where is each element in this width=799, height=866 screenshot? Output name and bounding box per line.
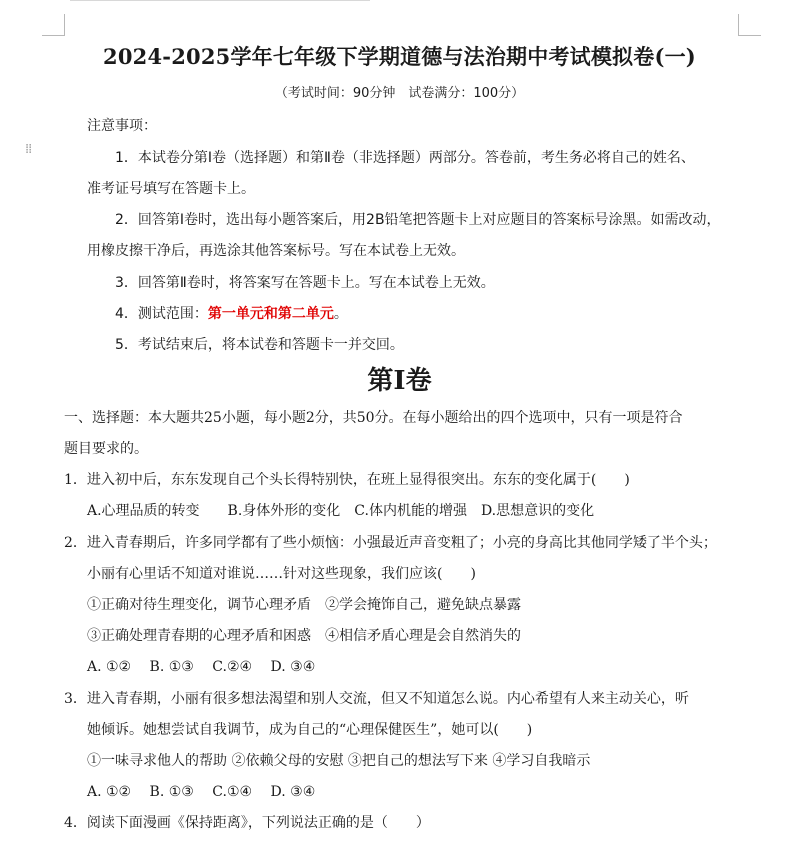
q2-statements-2: ③正确处理青春期的心理矛盾和困惑 ④相信矛盾心理是会自然消失的 <box>87 628 521 644</box>
q2-statements-1: ①正确对待生理变化，调节心理矛盾 ②学会掩饰自己，避免缺点暴露 <box>87 597 521 613</box>
q4-stem: 4．阅读下面漫画《保持距离》，下列说法正确的是（ ） <box>64 815 430 831</box>
note-5: 5．考试结束后，将本试卷和答题卡一并交回。 <box>115 337 404 353</box>
note-4-suffix: 。 <box>333 306 348 322</box>
crop-mark-top-left <box>64 14 65 36</box>
q2-stem-line-2: 小丽有心里话不知道对谁说……针对这些现象，我们应该( ) <box>87 566 476 582</box>
note-3: 3．回答第Ⅱ卷时，将答案写在答题卡上。写在本试卷上无效。 <box>115 275 495 291</box>
exam-info: （考试时间：90分钟 试卷满分：100分） <box>274 86 525 101</box>
note-2-line-2: 用橡皮擦干净后，再选涂其他答案标号。写在本试卷上无效。 <box>87 243 465 259</box>
test-scope-highlight: 第一单元和第二单元 <box>207 306 334 322</box>
q3-options: A. ①② B. ①③ C.①④ D. ③④ <box>87 784 316 800</box>
part1-intro-line-2: 题目要求的。 <box>64 441 148 457</box>
part1-intro-line-1: 一、选择题：本大题共25小题，每小题2分，共50分。在每小题给出的四个选项中，只有一项是符合 <box>64 410 683 426</box>
document-title: 2024-2025学年七年级下学期道德与法治期中考试模拟卷(一) <box>103 44 696 69</box>
q2-options: A. ①② B. ①③ C.②④ D. ③④ <box>87 659 316 675</box>
header-edge-mark <box>70 0 370 1</box>
note-4-prefix: 4．测试范围： <box>115 306 208 322</box>
note-1-line-2: 准考证号填写在答题卡上。 <box>87 181 255 197</box>
crop-mark-top-right-h <box>738 35 761 36</box>
q1-options: A.心理品质的转变 B.身体外形的变化 C.体内机能的增强 D.思想意识的变化 <box>87 503 595 519</box>
q3-statements: ①一味寻求他人的帮助 ②依赖父母的安慰 ③把自己的想法写下来 ④学习自我暗示 <box>87 753 591 769</box>
crop-mark-top-right <box>738 14 739 36</box>
q3-stem-line-1: 3．进入青春期，小丽有很多想法渴望和别人交流，但又不知道怎么说。内心希望有人来主动关心，听 <box>64 691 689 707</box>
note-2-line-1: 2．回答第Ⅰ卷时，选出每小题答案后，用2B铅笔把答题卡上对应题目的答案标号涂黑。如需改动， <box>115 212 721 228</box>
q3-stem-line-2: 她倾诉。她想尝试自我调节，成为自己的“心理保健医生”，她可以( ) <box>87 722 533 738</box>
note-1-line-1: 1．本试卷分第Ⅰ卷（选择题）和第Ⅱ卷（非选择题）两部分。答卷前，考生务必将自己的姓名、 <box>115 150 695 166</box>
section-title: 第Ⅰ卷 <box>367 366 432 396</box>
q2-stem-line-1: 2．进入青春期后，许多同学都有了些小烦恼：小强最近声音变粗了；小亮的身高比其他同学矮了半个头； <box>64 535 717 551</box>
notes-heading: 注意事项： <box>87 118 157 134</box>
crop-mark-top-left-h <box>42 35 65 36</box>
q1-stem: 1．进入初中后，东东发现自己个头长得特别快，在班上显得很突出。东东的变化属于( ) <box>64 472 630 488</box>
drag-handle-icon[interactable]: ⁞⁞ <box>25 142 32 157</box>
note-4 <box>115 303 348 323</box>
